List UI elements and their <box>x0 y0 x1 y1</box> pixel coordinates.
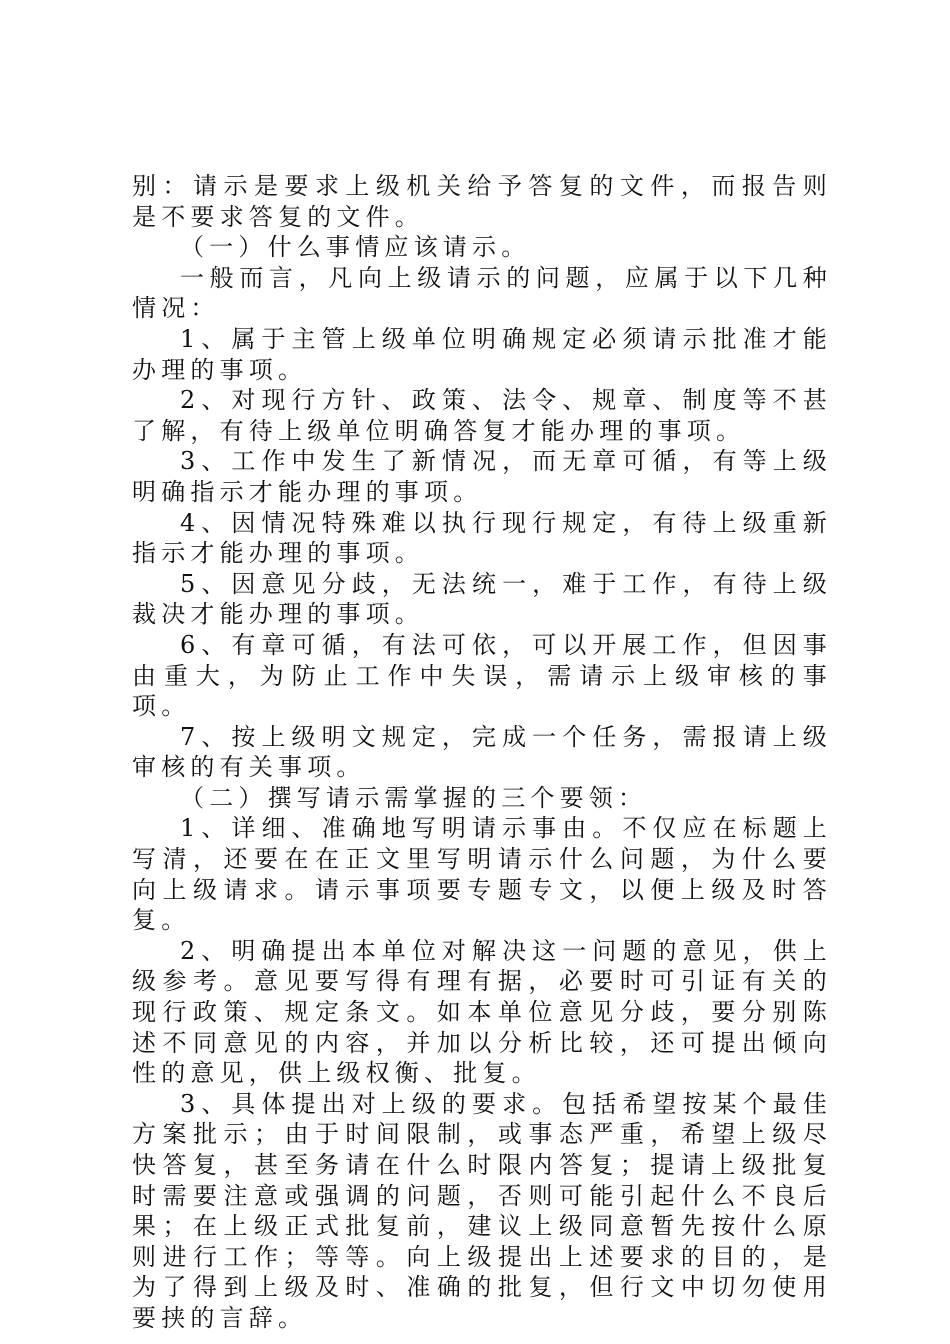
list-item-1: 1、属于主管上级单位明确规定必须请示批准才能办理的事项。 <box>132 324 832 384</box>
paragraph-intro: 一般而言，凡向上级请示的问题，应属于以下几种情况： <box>132 263 832 323</box>
list-item-6: 6、有章可循，有法可依，可以开展工作，但因事由重大，为防止工作中失误，需请示上级审核的事项。 <box>132 630 832 721</box>
paragraph-continuation: 别：请示是要求上级机关给予答复的文件，而报告则是不要求答复的文件。 <box>132 172 832 231</box>
list-item-3: 3、工作中发生了新情况，而无章可循，有等上级明确指示才能办理的事项。 <box>132 447 832 506</box>
essential-item-2: 2、明确提出本单位对解决这一问题的意见，供上级参考。意见要写得有理有据，必要时可引证有关的现行政策、规定条文。如本单位意见分歧，要分别陈述不同意见的内容，并加以分析比较，还可提出倾向性的意见，供上级权衡、批复。 <box>132 936 832 1088</box>
section-heading-2: （二）撰写请示需掌握的三个要领： <box>180 783 648 812</box>
essential-item-1: 1、详细、准确地写明请示事由。不仅应在标题上写清，还要在在正文里写明请示什么问题，为什么要向上级请求。请示事项要专题专文，以便上级及时答复。 <box>132 814 832 935</box>
list-item-5: 5、因意见分歧，无法统一，难于工作，有待上级裁决才能办理的事项。 <box>132 569 832 629</box>
essential-item-3: 3、具体提出对上级的要求。包括希望按某个最佳方案批示；由于时间限制，或事态严重，希望上级尽快答复，甚至务请在什么时限内答复；提请上级批复时需要注意或强调的问题，否则可能引起什么不良后果；在上级正式批复前，建议上级同意暂先按什么原则进行工作；等等。向上级提出上述要求的目的，是为了得到上级及时、准确的批复，但行文中切勿使用要挟的言辞。 <box>132 1089 832 1332</box>
list-item-2: 2、对现行方针、政策、法令、规章、制度等不甚了解，有待上级单位明确答复才能办理的事项。 <box>132 386 832 445</box>
document-page <box>132 171 832 1334</box>
list-item-4: 4、因情况特殊难以执行现行规定，有待上级重新指示才能办理的事项。 <box>132 508 832 568</box>
list-item-7: 7、按上级明文规定，完成一个任务，需报请上级审核的有关事项。 <box>132 722 832 782</box>
section-heading-1: （一）什么事情应该请示。 <box>180 233 531 262</box>
